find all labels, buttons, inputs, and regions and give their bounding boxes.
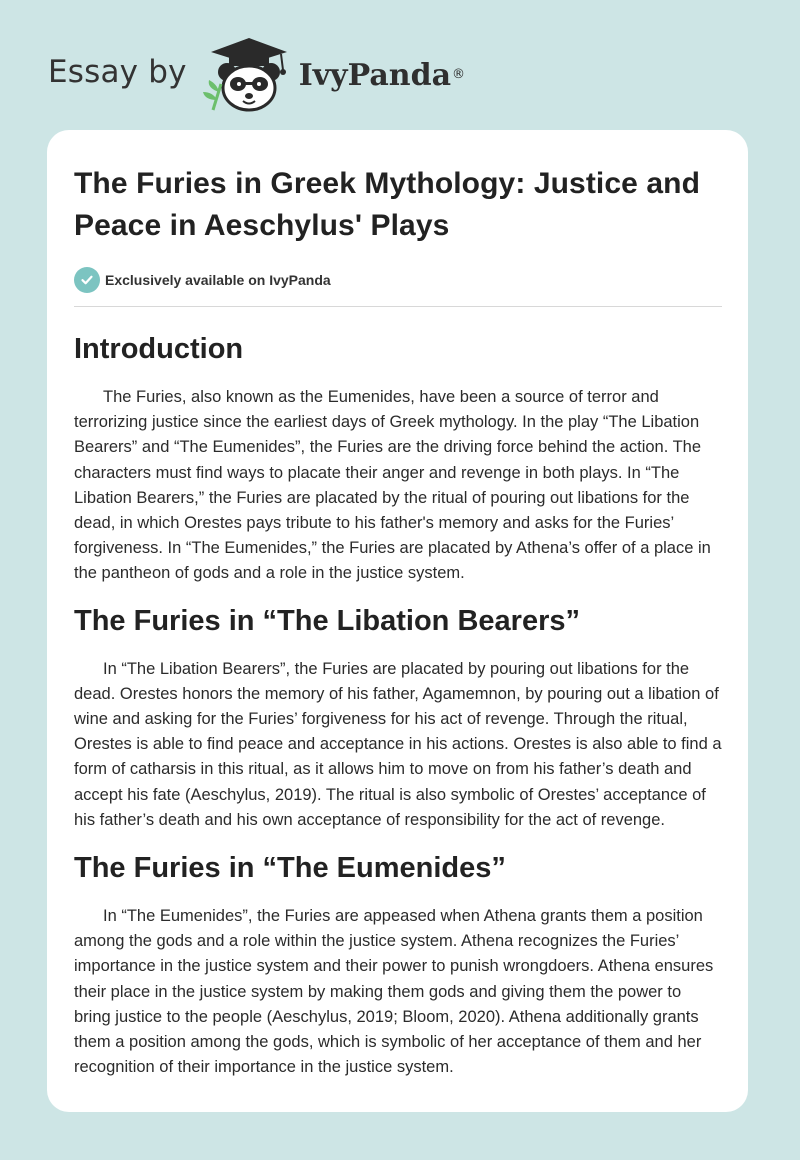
brand-name: IvyPanda (298, 57, 452, 93)
check-circle-icon (74, 267, 100, 293)
section-heading-introduction: Introduction (74, 333, 244, 365)
brand-header (48, 34, 465, 114)
panda-graduate-logo-icon (201, 34, 297, 114)
section-heading-eumenides: The Furies in “The Eumenides” (74, 852, 506, 885)
section-heading-libation-bearers: The Furies in “The Libation Bearers” (74, 604, 580, 637)
section-text-eumenides: In “The Eumenides”, the Furies are appeased when Athena grants them a position among the gods and a role within the justice system. Athena recognizes the Furies’ importance in the justice system and their power to punish wrongdoers. Athena ensures their place in the justice system by making them gods and giving them the power to bring justice to the people (Aeschylus, 2019; Bloom, 2020). Athena additionally grants them a position among the gods, which is symbolic of her acceptance of them and her recognition of their importance in the justice system. (74, 907, 714, 1077)
exclusive-badge (74, 266, 722, 294)
divider (74, 306, 722, 307)
registered-mark: ® (452, 66, 466, 82)
section-text-libation-bearers: In “The Libation Bearers”, the Furies are placated by pouring out libations for the dead. Orestes honors the memory of his father, Agamemnon, by pouring out a libation of wine and asking for the Furies’ forgiveness for his act of revenge. Through the ritual, Orestes is able to find peace and acceptance in his actions. Orestes is also able to find a form of catharsis in this ritual, as it allows him to move on from his father’s death and accept his fate (Aeschylus, 2019). The ritual is also symbolic of Orestes’ acceptance of his father’s death and his own acceptance of responsibility for the act of revenge. (74, 659, 722, 829)
page-title: The Furies in Greek Mythology: Justice and Peace in Aeschylus' Plays (74, 167, 700, 242)
essay-card (47, 130, 748, 1112)
brand-prefix: Essay by (48, 54, 187, 90)
section-text-introduction: The Furies, also known as the Eumenides, have been a source of terror and terrorizing justice since the earliest days of Greek mythology. In the play “The Libation Bearers” and “The Eumenides”, the Furies are the driving force behind the action. The characters must find ways to placate their anger and revenge in both plays. In “The Libation Bearers,” the Furies are placated by the ritual of pouring out libations for the dead, in which Orestes pays tribute to his father's memory and asks for the Furies’ forgiveness. In “The Eumenides,” the Furies are placated by Athena’s offer of a place in the pantheon of gods and a role in the justice system. (74, 388, 711, 583)
exclusive-label: Exclusively available on IvyPanda (105, 272, 331, 288)
